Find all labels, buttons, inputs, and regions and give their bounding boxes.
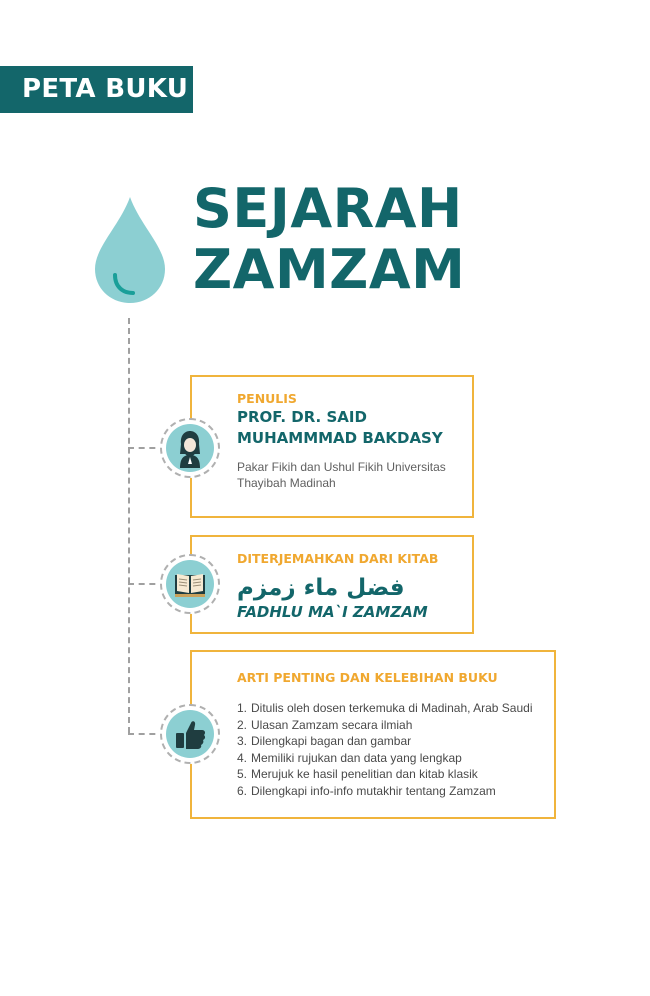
arabic-book-title: فضل ماء زمزم <box>237 575 405 601</box>
list-item: 6. Dilengkapi info-info mutakhir tentang Zamzam <box>237 783 496 798</box>
connector-vertical-line <box>128 318 130 733</box>
author-icon-ring <box>160 418 220 478</box>
source-label: DITERJEMAHKAN DARI KITAB <box>237 551 439 566</box>
source-icon-ring <box>160 554 220 614</box>
scholar-portrait-icon <box>166 424 214 472</box>
author-name-line-2: MUHAMMMAD BAKDASY <box>237 429 443 447</box>
list-item: 1. Ditulis oleh dosen terkemuka di Madinah, Arab Saudi <box>237 701 533 715</box>
author-box <box>190 375 474 518</box>
list-item: 5. Merujuk ke hasil penelitian dan kitab klasik <box>237 767 478 781</box>
source-book-box <box>190 535 474 634</box>
benefits-list <box>237 700 533 799</box>
open-book-icon <box>166 560 214 608</box>
title-line-1: SEJARAH <box>193 177 463 240</box>
list-item: 2. Ulasan Zamzam secara ilmiah <box>237 717 413 732</box>
author-description: Pakar Fikih dan Ushul Fikih Universitas Thayibah Madinah <box>237 460 446 490</box>
benefits-box <box>190 650 556 819</box>
author-label: PENULIS <box>237 391 297 406</box>
benefits-label: ARTI PENTING DAN KELEBIHAN BUKU <box>237 670 498 685</box>
book-title <box>193 178 465 300</box>
list-item: 3. Dilengkapi bagan dan gambar <box>237 734 412 748</box>
peta-buku-tag: PETA BUKU <box>0 66 193 113</box>
water-drop-icon <box>93 195 167 305</box>
book-transliteration: FADHLU MA`I ZAMZAM <box>237 603 428 621</box>
title-line-2: ZAMZAM <box>193 238 466 301</box>
author-name <box>237 407 443 449</box>
author-name-line-1: PROF. DR. SAID <box>237 408 367 426</box>
list-item: 4. Memiliki rujukan dan data yang lengkap <box>237 750 462 765</box>
thumbs-up-icon <box>166 710 214 758</box>
benefits-icon-ring <box>160 704 220 764</box>
